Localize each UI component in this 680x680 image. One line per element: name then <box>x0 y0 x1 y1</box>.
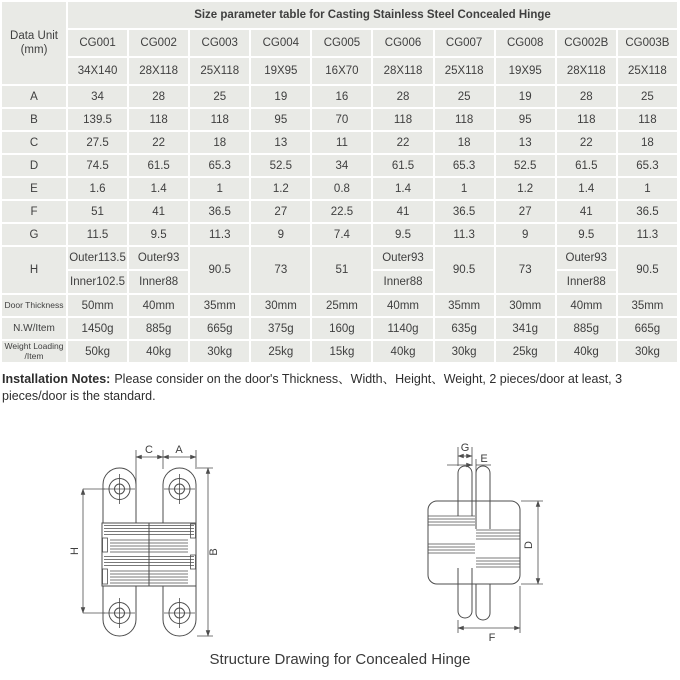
value-cell: 885g <box>557 318 616 339</box>
table-row-door-thickness <box>2 295 677 316</box>
value-cell: 50kg <box>68 341 127 362</box>
value-cell: 13 <box>251 132 310 153</box>
value-cell: 13 <box>496 132 555 153</box>
value-cell: 15kg <box>312 341 371 362</box>
value-cell: 40kg <box>129 341 188 362</box>
value-cell: 11.3 <box>618 224 677 245</box>
value-cell: 70 <box>312 109 371 130</box>
hinge-side-body <box>428 466 520 620</box>
value-cell: 22.5 <box>312 201 371 222</box>
value-cell: 41 <box>557 201 616 222</box>
value-cell: 25 <box>190 86 249 107</box>
row-label <box>2 341 66 362</box>
value-cell: 27 <box>251 201 310 222</box>
model-cell: CG007 <box>435 30 494 56</box>
dim-label-f: F <box>488 632 496 644</box>
value-cell: 28 <box>129 86 188 107</box>
value-cell: 61.5 <box>557 155 616 176</box>
table-row-a <box>2 86 677 107</box>
dimension-lines-side <box>447 442 543 644</box>
value-cell: 118 <box>373 109 432 130</box>
value-cell: Outer93 <box>373 247 432 269</box>
table-row-c <box>2 132 677 153</box>
value-cell: Inner102.5 <box>68 271 127 293</box>
size-cell: 28X118 <box>557 58 616 84</box>
value-cell: Inner88 <box>557 271 616 293</box>
dim-label-g: G <box>460 442 470 454</box>
value-cell: 1 <box>190 178 249 199</box>
value-cell: 95 <box>251 109 310 130</box>
model-cell: CG004 <box>251 30 310 56</box>
model-cell: CG008 <box>496 30 555 56</box>
value-cell: 35mm <box>618 295 677 316</box>
value-cell: 41 <box>373 201 432 222</box>
value-cell: 11 <box>312 132 371 153</box>
row-label: F <box>2 201 66 222</box>
value-cell: 118 <box>190 109 249 130</box>
value-cell: 1.2 <box>251 178 310 199</box>
data-unit-cell <box>2 2 66 84</box>
size-cell: 28X118 <box>373 58 432 84</box>
model-cell: CG003B <box>618 30 677 56</box>
value-cell: 25mm <box>312 295 371 316</box>
installation-notes <box>2 371 670 405</box>
front-view-drawing <box>58 441 258 657</box>
value-cell: 665g <box>190 318 249 339</box>
value-cell: 40mm <box>557 295 616 316</box>
value-cell: 375g <box>251 318 310 339</box>
value-cell: 18 <box>190 132 249 153</box>
notes-heading: Installation Notes: <box>2 372 111 386</box>
value-cell: 40mm <box>129 295 188 316</box>
value-cell: Outer93 <box>129 247 188 269</box>
model-cell: CG003 <box>190 30 249 56</box>
value-cell: 1 <box>618 178 677 199</box>
value-cell: 65.3 <box>618 155 677 176</box>
value-cell: 27 <box>496 201 555 222</box>
value-cell: 61.5 <box>373 155 432 176</box>
value-cell: 160g <box>312 318 371 339</box>
dim-label-b: B <box>208 548 220 556</box>
table-row-g <box>2 224 677 245</box>
value-cell: 27.5 <box>68 132 127 153</box>
value-cell: 25kg <box>251 341 310 362</box>
value-cell: 50mm <box>68 295 127 316</box>
dim-label-h: H <box>69 547 81 555</box>
row-label: Door Thickness <box>2 295 66 316</box>
size-header-row <box>2 58 677 84</box>
value-cell: 90.5 <box>190 247 249 293</box>
value-cell: 61.5 <box>129 155 188 176</box>
value-cell: 16 <box>312 86 371 107</box>
value-cell: 65.3 <box>435 155 494 176</box>
size-cell: 25X118 <box>618 58 677 84</box>
value-cell: 11.5 <box>68 224 127 245</box>
drawing-caption: Structure Drawing for Concealed Hinge <box>209 651 471 668</box>
value-cell: 30kg <box>190 341 249 362</box>
size-cell: 16X70 <box>312 58 371 84</box>
row-label: G <box>2 224 66 245</box>
value-cell: 41 <box>129 201 188 222</box>
model-cell: CG006 <box>373 30 432 56</box>
value-cell: 40mm <box>373 295 432 316</box>
value-cell: Outer113.5 <box>68 247 127 269</box>
value-cell: 52.5 <box>251 155 310 176</box>
dim-label-a: A <box>175 444 183 456</box>
notes-body: Please consider on the door's Thickness、Width、Height、Weight, 2 pieces/door at least, 3 pieces/door is the standard. <box>2 372 623 403</box>
value-cell: 34 <box>312 155 371 176</box>
value-cell: 19 <box>251 86 310 107</box>
value-cell: 0.8 <box>312 178 371 199</box>
value-cell: 1.6 <box>68 178 127 199</box>
size-cell: 28X118 <box>129 58 188 84</box>
dim-label-e: E <box>480 453 488 465</box>
row-label: N.W/Item <box>2 318 66 339</box>
value-cell: 1 <box>435 178 494 199</box>
row-label: B <box>2 109 66 130</box>
value-cell: Inner88 <box>129 271 188 293</box>
row-label-line1: Weight Loading <box>4 341 64 351</box>
model-cell: CG001 <box>68 30 127 56</box>
value-cell: 118 <box>618 109 677 130</box>
value-cell: 9.5 <box>557 224 616 245</box>
value-cell: 25kg <box>496 341 555 362</box>
value-cell: 11.3 <box>190 224 249 245</box>
value-cell: 22 <box>129 132 188 153</box>
table-title: Size parameter table for Casting Stainless Steel Concealed Hinge <box>68 2 677 28</box>
value-cell: 18 <box>618 132 677 153</box>
value-cell: 30mm <box>496 295 555 316</box>
value-cell: 36.5 <box>435 201 494 222</box>
row-label-line2: /Item <box>24 350 44 361</box>
value-cell: 9 <box>496 224 555 245</box>
value-cell: 22 <box>557 132 616 153</box>
value-cell: 1.4 <box>557 178 616 199</box>
value-cell: 885g <box>129 318 188 339</box>
dim-label-d: D <box>523 541 535 549</box>
value-cell: 95 <box>496 109 555 130</box>
value-cell: 1.2 <box>496 178 555 199</box>
structure-drawing-area <box>0 441 680 657</box>
value-cell: 25 <box>435 86 494 107</box>
value-cell: 118 <box>557 109 616 130</box>
value-cell: 9.5 <box>373 224 432 245</box>
value-cell: 1.4 <box>129 178 188 199</box>
value-cell: 73 <box>496 247 555 293</box>
value-cell: 35mm <box>435 295 494 316</box>
value-cell: 51 <box>312 247 371 293</box>
size-cell: 34X140 <box>68 58 127 84</box>
size-cell: 19X95 <box>496 58 555 84</box>
value-cell: 35mm <box>190 295 249 316</box>
size-cell: 25X118 <box>190 58 249 84</box>
value-cell: 18 <box>435 132 494 153</box>
model-cell: CG002 <box>129 30 188 56</box>
data-unit-line1: Data Unit <box>10 30 58 42</box>
value-cell: 635g <box>435 318 494 339</box>
value-cell: 25 <box>618 86 677 107</box>
value-cell: 30kg <box>618 341 677 362</box>
model-cell: CG002B <box>557 30 616 56</box>
model-cell: CG005 <box>312 30 371 56</box>
value-cell: 36.5 <box>618 201 677 222</box>
size-cell: 19X95 <box>251 58 310 84</box>
value-cell: 7.4 <box>312 224 371 245</box>
size-cell: 25X118 <box>435 58 494 84</box>
value-cell: 51 <box>68 201 127 222</box>
value-cell: 40kg <box>373 341 432 362</box>
value-cell: 28 <box>557 86 616 107</box>
value-cell: 341g <box>496 318 555 339</box>
value-cell: 9.5 <box>129 224 188 245</box>
value-cell: 665g <box>618 318 677 339</box>
value-cell: 90.5 <box>435 247 494 293</box>
table-row-f <box>2 201 677 222</box>
value-cell: 36.5 <box>190 201 249 222</box>
value-cell: Inner88 <box>373 271 432 293</box>
table-row-weight-loading <box>2 341 677 362</box>
side-view-drawing <box>395 441 595 657</box>
table-row-d <box>2 155 677 176</box>
value-cell: 40kg <box>557 341 616 362</box>
value-cell: 90.5 <box>618 247 677 293</box>
row-label: E <box>2 178 66 199</box>
value-cell: 118 <box>129 109 188 130</box>
value-cell: 30mm <box>251 295 310 316</box>
hinge-body <box>102 523 196 586</box>
model-header-row <box>2 30 677 56</box>
row-label: H <box>2 247 66 293</box>
data-unit-line2: (mm) <box>20 44 48 56</box>
value-cell: 1.4 <box>373 178 432 199</box>
value-cell: 9 <box>251 224 310 245</box>
table-title-row <box>2 2 677 28</box>
row-label: A <box>2 86 66 107</box>
value-cell: 65.3 <box>190 155 249 176</box>
table-row-e <box>2 178 677 199</box>
value-cell: 34 <box>68 86 127 107</box>
value-cell: 74.5 <box>68 155 127 176</box>
value-cell: 73 <box>251 247 310 293</box>
table-row-b <box>2 109 677 130</box>
value-cell: 139.5 <box>68 109 127 130</box>
table-row-h-top <box>2 247 677 269</box>
value-cell: 118 <box>435 109 494 130</box>
value-cell: 1450g <box>68 318 127 339</box>
value-cell: 30kg <box>435 341 494 362</box>
table-row-nw-item <box>2 318 677 339</box>
value-cell: 1140g <box>373 318 432 339</box>
row-label: C <box>2 132 66 153</box>
value-cell: Outer93 <box>557 247 616 269</box>
value-cell: 11.3 <box>435 224 494 245</box>
row-label: D <box>2 155 66 176</box>
value-cell: 22 <box>373 132 432 153</box>
value-cell: 19 <box>496 86 555 107</box>
value-cell: 52.5 <box>496 155 555 176</box>
dim-label-c: C <box>145 444 153 456</box>
value-cell: 28 <box>373 86 432 107</box>
